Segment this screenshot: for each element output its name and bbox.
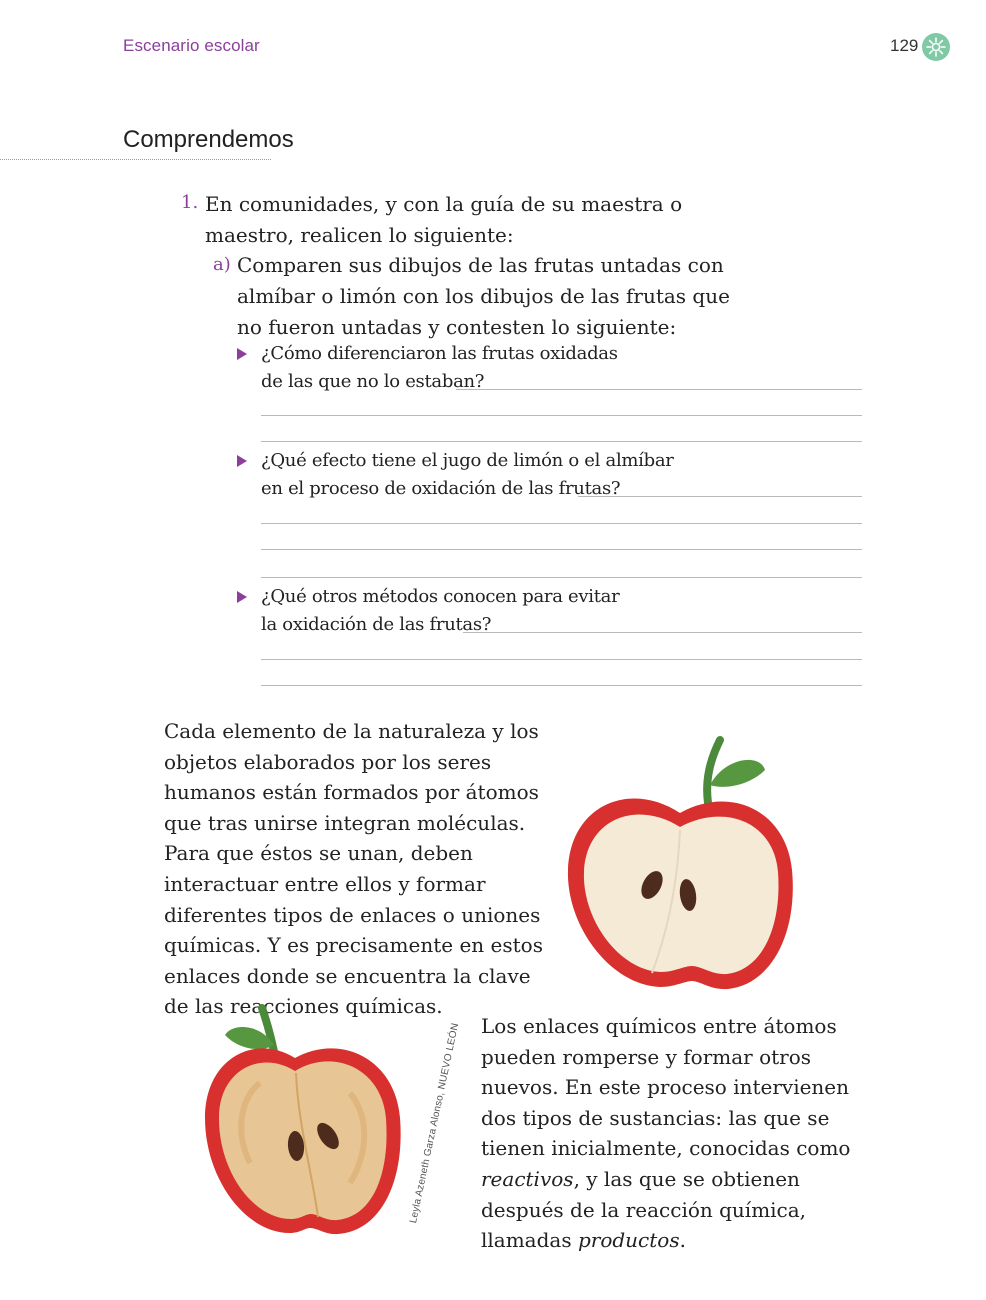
- item-letter: a): [213, 254, 231, 275]
- bullet-arrow-icon: [237, 591, 247, 603]
- section-title-underline: [0, 159, 271, 160]
- answer-line[interactable]: [261, 685, 862, 686]
- answer-line[interactable]: [578, 496, 862, 497]
- question-2: [261, 447, 691, 503]
- paragraph-2-text: .: [679, 1228, 686, 1253]
- question-1: [261, 340, 691, 396]
- term-reactivos: reactivos: [481, 1166, 574, 1191]
- answer-line[interactable]: [261, 523, 862, 524]
- activity-number: 1.: [181, 192, 199, 213]
- bullet-arrow-icon: [237, 348, 247, 360]
- running-header: Escenario escolar: [123, 36, 260, 55]
- oxidized-apple-illustration: [200, 1003, 405, 1238]
- activity-instruction: En comunidades, y con la guía de su maestra o maestro, realicen lo siguiente:: [205, 192, 683, 247]
- question-1-line2: de las que no lo estaban?: [261, 371, 485, 392]
- explanation-paragraph-2: [481, 1011, 881, 1256]
- question-2-line1: ¿Qué efecto tiene el jugo de limón o el almíbar: [261, 450, 674, 471]
- paragraph-2-text: , y las que se obtienen después de la reacción química, llamadas: [481, 1166, 807, 1253]
- item-instruction: Comparen sus dibujos de las frutas untadas con almíbar o limón con los dibujos de las frutas que no fueron untadas y contesten lo siguiente:: [237, 253, 730, 339]
- question-3-line2: la oxidación de las frutas?: [261, 614, 492, 635]
- question-1-line1: ¿Cómo diferenciaron las frutas oxidadas: [261, 343, 618, 364]
- term-productos: productos: [577, 1228, 680, 1253]
- paragraph-2-text: Los enlaces químicos entre átomos pueden romperse y formar otros nuevos. En este proceso intervienen dos tipos de sustancias: las que se tienen inicialmente, conocidas como: [481, 1014, 851, 1161]
- section-title: Comprendemos: [123, 126, 294, 153]
- page-number: 129: [890, 36, 919, 55]
- bullet-arrow-icon: [237, 455, 247, 467]
- fresh-apple-illustration: [560, 735, 800, 997]
- answer-line[interactable]: [261, 549, 862, 550]
- answer-line[interactable]: [261, 441, 862, 442]
- question-2-line2: en el proceso de oxidación de las frutas?: [261, 478, 621, 499]
- answer-line[interactable]: [261, 659, 862, 660]
- explanation-paragraph-1: Cada elemento de la naturaleza y los objetos elaborados por los seres humanos están formados por átomos que tras unirse integran moléculas. Para que éstos se unan, deben interactuar entre ellos y formar diferentes tipos de enlaces o uniones químicas. Y es precisamente en estos enlaces donde se encuentra la clave de las reacciones químicas.: [164, 719, 543, 1019]
- answer-line[interactable]: [463, 632, 862, 633]
- answer-line[interactable]: [261, 415, 862, 416]
- apple-stem-icon: [707, 740, 765, 803]
- answer-line[interactable]: [261, 577, 862, 578]
- answer-line[interactable]: [456, 389, 862, 390]
- question-3-line1: ¿Qué otros métodos conocen para evitar: [261, 586, 620, 607]
- illustration-credit: Leyla Azeneth Garza Alonso, NUEVO LEÓN: [408, 1022, 462, 1225]
- question-3: [261, 583, 691, 639]
- sun-gear-icon: [922, 33, 950, 61]
